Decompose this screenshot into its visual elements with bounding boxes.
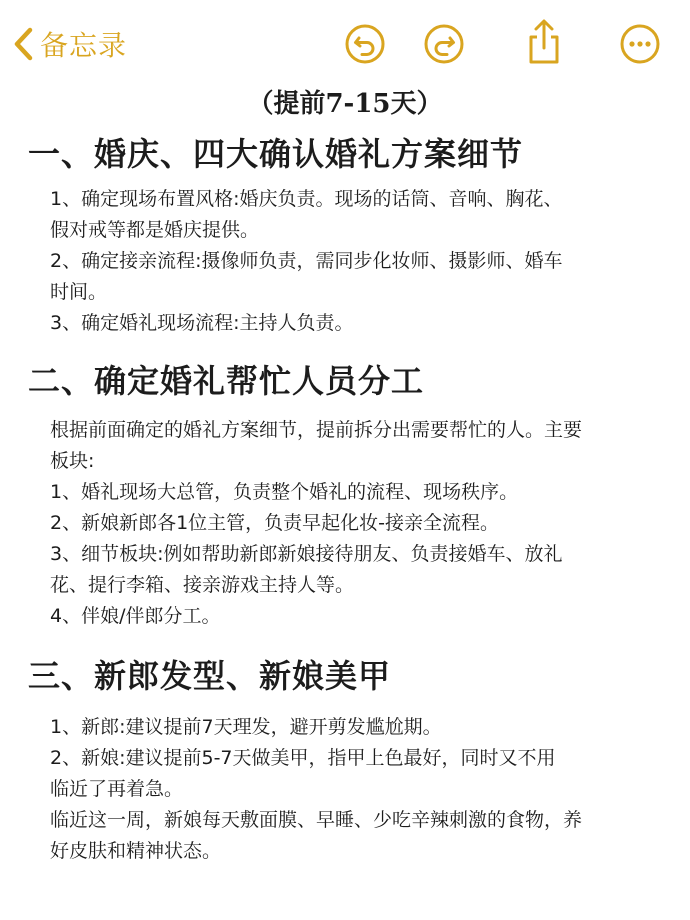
section-body xyxy=(0,415,690,632)
section-body xyxy=(0,712,690,867)
share-button[interactable] xyxy=(522,18,566,62)
paragraph: 2、新娘:建议提前5-7天做美甲，指甲上色最好，同时又不用 临近了再着急。 xyxy=(50,747,556,800)
paragraph: 2、新娘新郎各1位主管，负责早起化妆-接亲全流程。 xyxy=(50,512,500,534)
paragraph: 1、婚礼现场大总管，负责整个婚礼的流程、现场秩序。 xyxy=(50,481,519,503)
back-button[interactable] xyxy=(12,24,127,64)
paragraph: 3、细节板块:例如帮助新郎新娘接待朋友、负责接婚车、放礼 花、提行李箱、接亲游戏主持人等。 xyxy=(50,543,563,596)
note-body[interactable] xyxy=(0,84,690,867)
paragraph: 4、伴娘/伴郎分工。 xyxy=(50,605,221,627)
back-label: 备忘录 xyxy=(40,29,128,62)
section-heading: 一、婚庆、四大确认婚礼方案细节 xyxy=(28,135,524,173)
undo-button[interactable] xyxy=(343,22,387,66)
more-icon xyxy=(618,22,662,66)
share-icon xyxy=(522,18,566,66)
chevron-left-icon xyxy=(12,27,34,61)
section-heading: 二、确定婚礼帮忙人员分工 xyxy=(28,362,425,400)
paragraph: 根据前面确定的婚礼方案细节，提前拆分出需要帮忙的人。主要 板块: xyxy=(50,419,583,472)
more-button[interactable] xyxy=(618,22,662,66)
section-heading: 三、新郎发型、新娘美甲 xyxy=(28,657,392,695)
paragraph: 临近这一周，新娘每天敷面膜、早睡、少吃辛辣刺激的食物，养 好皮肤和精神状态。 xyxy=(50,809,583,862)
paragraph: 1、确定现场布置风格:婚庆负责。现场的话筒、音响、胸花、 假对戒等都是婚庆提供。 xyxy=(50,188,563,241)
undo-icon xyxy=(343,22,387,66)
redo-button[interactable] xyxy=(422,22,466,66)
note-subtitle: （提前7-15天） xyxy=(247,89,443,119)
redo-icon xyxy=(422,22,466,66)
section-body xyxy=(0,184,690,339)
paragraph: 3、确定婚礼现场流程:主持人负责。 xyxy=(50,312,354,334)
paragraph: 1、新郎:建议提前7天理发，避开剪发尴尬期。 xyxy=(50,716,442,738)
paragraph: 2、确定接亲流程:摄像师负责，需同步化妆师、摄影师、婚车 时间。 xyxy=(50,250,563,303)
navigation-bar xyxy=(0,0,690,92)
